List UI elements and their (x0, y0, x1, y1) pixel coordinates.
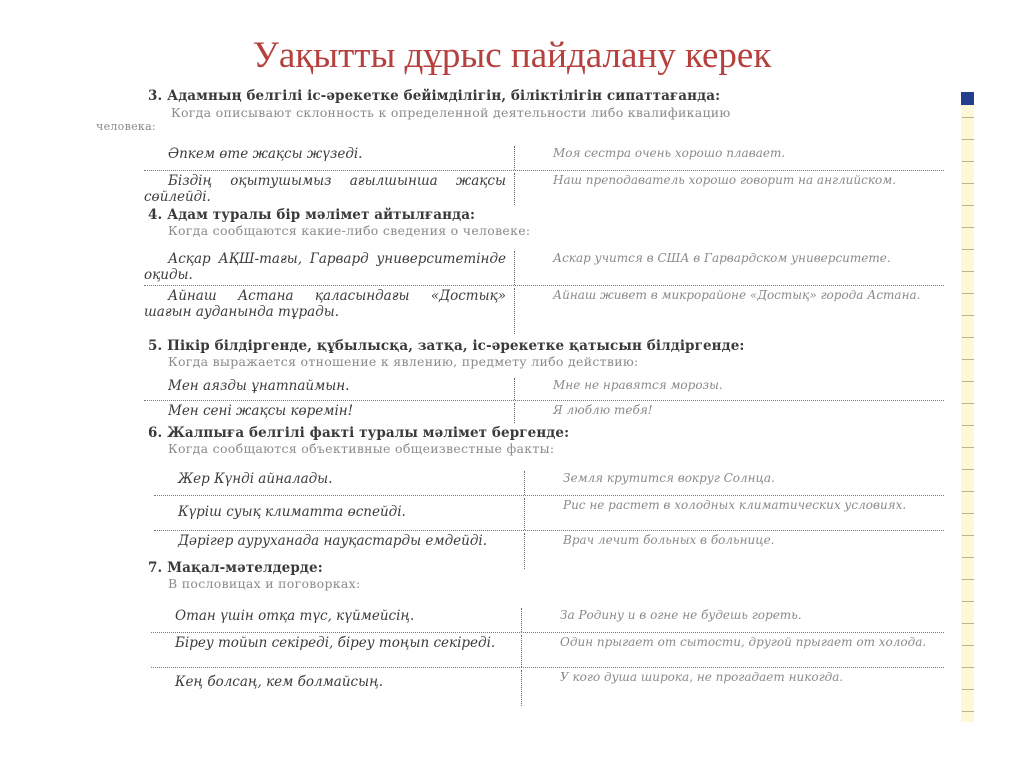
ruler-tick (962, 161, 974, 162)
table-row (144, 376, 944, 400)
ruler-tick (962, 667, 974, 668)
russian-translation: За Родину и в огне не будешь гореть. (560, 608, 802, 622)
ruler-tick (962, 205, 974, 206)
ruler-tick (962, 293, 974, 294)
ruler-tick (962, 447, 974, 448)
russian-translation: Земля крутится вокруг Солнца. (563, 471, 775, 485)
table-row (144, 249, 944, 285)
ruler-tick (962, 689, 974, 690)
section-heading: 4. Адам туралы бір мәлімет айтылғанда: (148, 207, 476, 223)
table-row (144, 170, 944, 205)
russian-translation: Аскар учится в США в Гарвардском университете. (553, 251, 891, 265)
example-table (144, 376, 944, 423)
russian-translation: Рис не растет в холодных климатических условиях. (563, 498, 907, 512)
russian-translation: Один прыгает от сытости, другой прыгает от холода. (560, 635, 927, 649)
section-heading: 6. Жалпыға белгілі факті туралы мәлімет бергенде: (148, 425, 570, 441)
example-table (151, 604, 944, 706)
ruler-tick (962, 227, 974, 228)
ruler-tick (962, 645, 974, 646)
kazakh-sentence: Отан үшін отқа түс, күймейсің. (175, 608, 415, 624)
section-subtitle: Когда описывают склонность к определенной деятельности либо квалификацию (171, 105, 731, 120)
ruler-tick (962, 139, 974, 140)
russian-translation: Мне не нравятся морозы. (553, 378, 723, 392)
kazakh-sentence: Біздің оқытушымыз ағылшынша жақсы сөйлейді. (144, 173, 506, 205)
ruler-tick (962, 535, 974, 536)
kazakh-sentence: Күріш суық климатта өспейді. (178, 504, 406, 520)
kazakh-sentence: Айнаш Астана қаласындағы «Достық» шағын ауданында тұрады. (144, 288, 506, 320)
section-heading: 3. Адамның белгілі іс-әрекетке бейімділігін, біліктілігін сипаттағанда: (148, 88, 721, 104)
kazakh-sentence: Әпкем өте жақсы жүзеді. (168, 146, 363, 162)
ruler-tick (962, 315, 974, 316)
ruler-tick (962, 469, 974, 470)
section-subtitle: Когда сообщаются какие-либо сведения о человеке: (168, 223, 531, 238)
section-heading: 5. Пікір білдіргенде, құбылысқа, затқа, іс-әрекетке қатысын білдіргенде: (148, 338, 745, 354)
kazakh-sentence: Кең болсаң, кем болмайсың. (175, 674, 384, 690)
kazakh-sentence: Асқар АҚШ-тағы, Гарвард университетінде оқиды. (144, 251, 506, 283)
table-row (144, 400, 944, 423)
slide-title: Уақытты дұрыс пайдалану керек (252, 35, 772, 76)
ruler-tick (962, 513, 974, 514)
table-row (144, 285, 944, 334)
table-row (144, 144, 944, 170)
ruler-tick (962, 557, 974, 558)
table-row (154, 495, 944, 530)
ruler-tick (962, 359, 974, 360)
ruler-tick (962, 623, 974, 624)
table-row (151, 667, 944, 706)
section-subtitle: Когда выражается отношение к явлению, предмету либо действию: (168, 354, 639, 369)
russian-translation: Айнаш живет в микрорайоне «Достық» города Астана. (553, 288, 921, 302)
kazakh-sentence: Мен сені жақсы көремін! (168, 403, 354, 419)
russian-translation: Врач лечит больных в больнице. (563, 533, 775, 547)
ruler-tick (962, 337, 974, 338)
russian-translation: У кого душа широка, не прогадает никогда. (560, 670, 844, 684)
section-subtitle-cont: человека: (96, 120, 156, 133)
kazakh-sentence: Мен аязды ұнатпаймын. (168, 378, 350, 394)
example-table (154, 467, 944, 569)
ruler-tick (962, 183, 974, 184)
example-table (144, 249, 944, 334)
russian-translation: Я люблю тебя! (553, 403, 653, 417)
table-row (151, 632, 944, 667)
russian-translation: Моя сестра очень хорошо плавает. (553, 146, 786, 160)
section-subtitle: В пословицах и поговорках: (168, 576, 361, 591)
section-subtitle: Когда сообщаются объективные общеизвестные факты: (168, 441, 555, 456)
russian-translation: Наш преподаватель хорошо говорит на английском. (553, 173, 897, 187)
ruler-tick (962, 711, 974, 712)
ruler-tick (962, 117, 974, 118)
ruler-tick (962, 249, 974, 250)
example-table (144, 144, 944, 205)
ruler-tick (962, 601, 974, 602)
kazakh-sentence: Біреу тойып секіреді, біреу тоңып секіреді. (175, 635, 496, 651)
ruler-tick (962, 491, 974, 492)
ruler-tick (962, 425, 974, 426)
ruler-marker-square (961, 92, 974, 105)
kazakh-sentence: Дәрігер ауруханада науқастарды емдейді. (178, 533, 487, 549)
table-row (154, 467, 944, 495)
decorative-ruler-strip (961, 92, 974, 722)
ruler-tick (962, 381, 974, 382)
table-row (151, 604, 944, 632)
kazakh-sentence: Жер Күнді айналады. (178, 471, 333, 487)
ruler-tick (962, 403, 974, 404)
ruler-tick (962, 579, 974, 580)
ruler-tick (962, 271, 974, 272)
section-heading: 7. Мақал-мәтелдерде: (148, 560, 323, 576)
